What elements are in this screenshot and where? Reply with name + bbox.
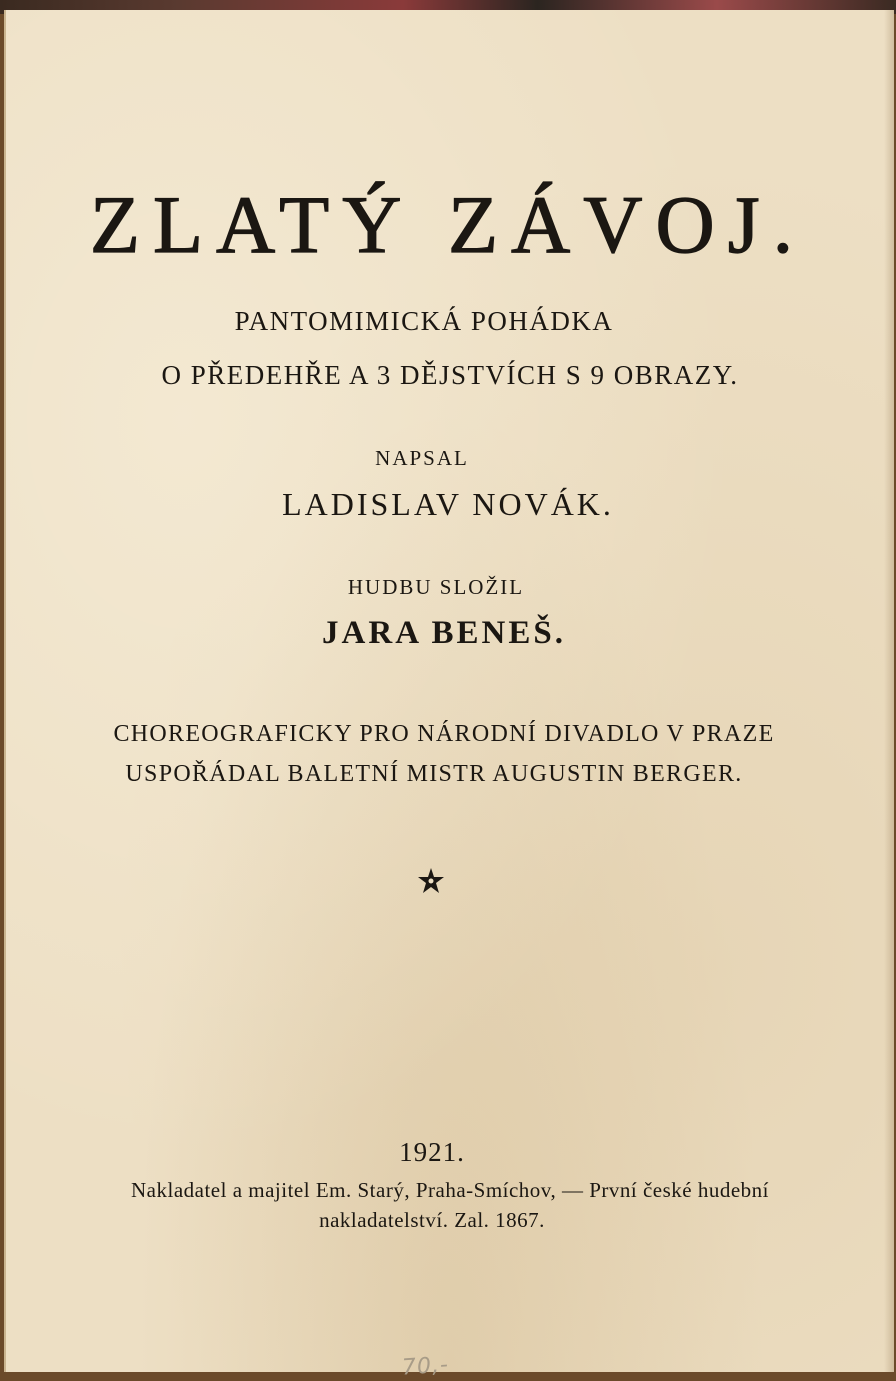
pencil-price-note: 70,- (401, 1352, 450, 1381)
title-page (4, 10, 894, 1381)
author-label: NAPSAL (375, 446, 469, 470)
choreography-line-2: USPOŘÁDAL BALETNÍ MISTR AUGUSTIN BERGER. (125, 761, 743, 787)
publisher-line-2: nakladatelství. Zal. 1867. (319, 1208, 545, 1232)
composer-label: HUDBU SLOŽIL (347, 575, 525, 599)
star-ornament-icon (416, 866, 446, 896)
book-title: ZLATÝ ZÁVOJ. (89, 179, 807, 270)
choreography-line-1: CHOREOGRAFICKY PRO NÁRODNÍ DIVADLO V PRAZE (113, 721, 775, 747)
publication-year: 1921. (399, 1137, 465, 1167)
subtitle-line-1: PANTOMIMICKÁ POHÁDKA (234, 306, 614, 336)
subtitle-line-2: O PŘEDEHŘE A 3 DĚJSTVÍCH S 9 OBRAZY. (161, 360, 739, 390)
author-name: LADISLAV NOVÁK. (282, 486, 614, 522)
page-edge-shadow (884, 10, 894, 1372)
publisher-line-1: Nakladatel a majitel Em. Starý, Praha-Smíchov, — První české hudební (131, 1178, 769, 1202)
composer-name: JARA BENEŠ. (322, 615, 566, 651)
